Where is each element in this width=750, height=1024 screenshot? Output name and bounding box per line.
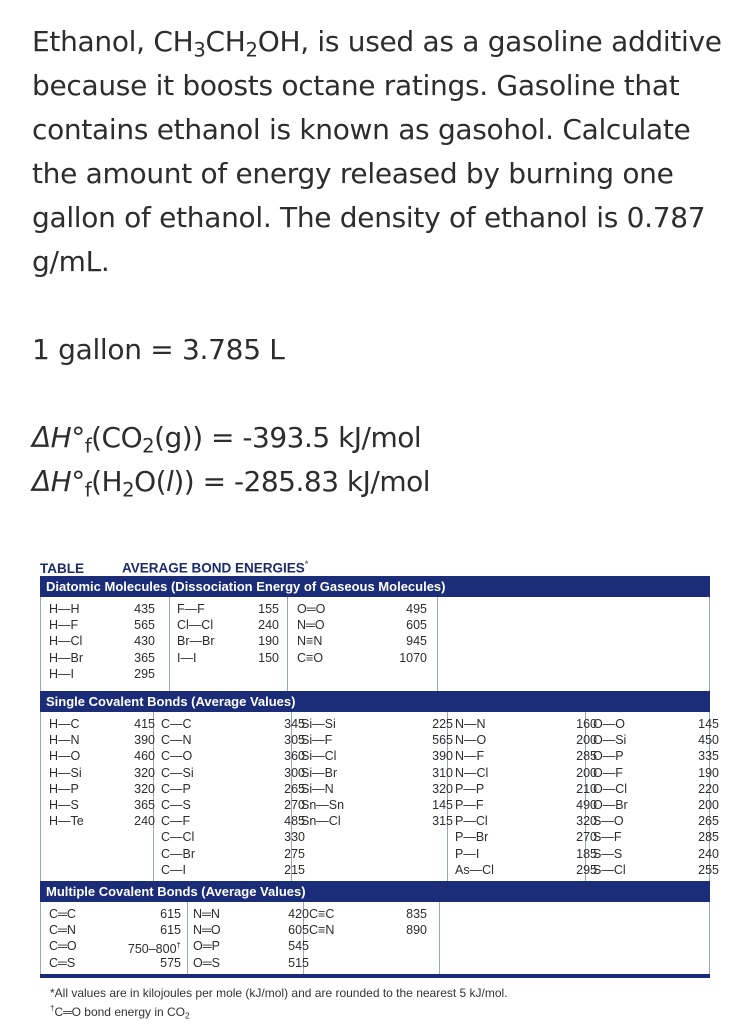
bond-label: F—F [177, 602, 205, 616]
bond-energy-value: 270 [576, 830, 597, 845]
bond-label: C≡C [309, 907, 335, 921]
bond-label: N—F [455, 749, 485, 764]
bond-label: C═C [49, 907, 76, 921]
footnote-units: *All values are in kilojoules per mole (kJ/mol) and are rounded to the nearest 5 kJ/mol. [50, 986, 508, 1000]
bond-label: N≡N [297, 634, 323, 649]
bond-label: H—Br [49, 650, 84, 665]
single-value-column [677, 716, 719, 878]
enthalpy-co2: $\Delta H^\circ_f(CO_2(g)) = -393.5$ kJ/mol [32, 421, 422, 458]
single-bond-column [593, 716, 628, 878]
diatomic-section [40, 597, 710, 691]
bond-energy-value: 565 [432, 733, 453, 748]
bond-label: H—F [49, 618, 79, 633]
bond-label: P—I [455, 846, 480, 861]
bond-energy-table [40, 552, 719, 1021]
bond-energy-value: 430 [134, 634, 155, 649]
bond-energy-value: 750–800† [127, 941, 181, 957]
bond-energy-value: 575 [160, 955, 181, 970]
bond-label: Si—Br [301, 765, 338, 780]
bond-label: O—Br [593, 797, 628, 812]
bond-energy-value: 330 [284, 830, 305, 845]
diatomic-value-column [113, 601, 155, 682]
bond-energy-value: 265 [698, 814, 719, 829]
bond-energy-value: 225 [432, 717, 453, 731]
bond-label: C—N [161, 733, 192, 748]
bond-label: C—P [161, 781, 191, 796]
bond-label: Br—Br [177, 634, 215, 649]
bond-energy-value: 220 [698, 781, 719, 796]
bond-energy-value: 365 [134, 797, 155, 812]
diatomic-value-column [237, 601, 279, 666]
diatomic-bond-column [49, 601, 83, 682]
bond-energy-value: 615 [160, 923, 181, 938]
dagger-mark: † [176, 941, 181, 951]
bond-energy-value: 300 [284, 765, 305, 780]
bond-label: N═O [297, 618, 325, 633]
bond-energy-value: 390 [134, 733, 155, 748]
bond-label: Sn—Cl [301, 814, 341, 829]
column-divider [439, 902, 440, 974]
bond-energy-value: 310 [432, 765, 453, 780]
bond-label: C—C [161, 717, 192, 731]
bond-energy-value: 945 [406, 634, 427, 649]
bond-label: H—Te [49, 814, 84, 829]
bond-energy-value: 605 [406, 618, 427, 633]
bond-energy-value: 420 [288, 907, 309, 921]
bond-energy-value: 1070 [399, 650, 427, 665]
bond-label: N═O [193, 923, 221, 938]
bond-energy-value: 160 [576, 717, 597, 731]
bond-label: H—Si [49, 765, 82, 780]
table-caption: TABLE AVERAGE BOND ENERGIES* [40, 559, 309, 576]
bond-label: P—Br [455, 830, 489, 845]
bond-label: As—Cl [455, 862, 494, 877]
bond-energy-value: 515 [288, 955, 309, 970]
diatomic-bond-column [297, 601, 325, 666]
bond-energy-value: 460 [134, 749, 155, 764]
bond-energy-value: 320 [576, 814, 597, 829]
diatomic-bond-column [177, 601, 215, 666]
diatomic-header: Diatomic Molecules (Dissociation Energy of Gaseous Molecules) [40, 576, 710, 597]
bond-label: Si—Si [301, 717, 336, 731]
bond-energy-value: 270 [284, 797, 305, 812]
bond-energy-value: 200 [576, 765, 597, 780]
multiple-bond-column [49, 906, 77, 971]
bond-label: O—F [593, 765, 623, 780]
column-divider [437, 597, 438, 691]
bond-energy-value: 295 [134, 666, 155, 681]
bond-label: P—P [455, 781, 485, 796]
bond-energy-value: 360 [284, 749, 305, 764]
bond-label: Cl—Cl [177, 618, 214, 633]
bond-energy-value: 345 [284, 717, 305, 731]
bond-energy-value: 200 [698, 797, 719, 812]
bond-label: O═O [297, 602, 326, 616]
single-section [40, 712, 719, 881]
bond-label: I—I [177, 650, 197, 665]
column-divider [169, 597, 170, 691]
bond-label: P—F [455, 797, 484, 812]
diatomic-value-column [385, 601, 427, 666]
bond-label: C—O [161, 749, 193, 764]
bond-energy-value: 565 [134, 618, 155, 633]
bond-energy-value: 605 [288, 923, 309, 938]
bond-energy-value: 240 [258, 618, 279, 633]
enthalpy-h2o: $\Delta H^\circ_f(H_2O(l)) = -285.83$ kJ/mol [32, 465, 431, 502]
bond-energy-value: 200 [576, 733, 597, 748]
bond-energy-value: 275 [284, 846, 305, 861]
bond-energy-value: 190 [258, 634, 279, 649]
bond-label: C—Cl [161, 830, 195, 845]
multiple-header: Multiple Covalent Bonds (Average Values) [40, 881, 710, 902]
bond-label: H—I [49, 666, 74, 681]
bond-energy-value: 145 [432, 797, 453, 812]
bond-label: N—N [455, 717, 486, 731]
bond-label: S—O [593, 814, 624, 829]
bond-energy-value: 315 [432, 814, 453, 829]
bond-label: H—N [49, 733, 80, 748]
bond-label: O═S [193, 955, 220, 970]
bond-energy-value: 150 [258, 650, 279, 665]
multiple-bond-column [309, 906, 334, 938]
bond-energy-value: 545 [288, 939, 309, 954]
bond-label: Si—Cl [301, 749, 337, 764]
bond-energy-value: 490 [576, 797, 597, 812]
bond-energy-value: 185 [576, 846, 597, 861]
bond-label: C═S [49, 955, 76, 970]
bond-energy-value: 485 [284, 814, 305, 829]
bond-label: H—O [49, 749, 81, 764]
single-bond-column [455, 716, 494, 878]
bond-label: C—S [161, 797, 191, 812]
bond-label: S—S [593, 846, 623, 861]
bond-label: C—I [161, 862, 186, 877]
single-bond-column [49, 716, 84, 829]
column-divider [287, 597, 288, 691]
problem-statement: Ethanol, $CH_3CH_2OH$, is used as a gasoline additive because it boosts octane ratings. Gasoline that contains ethanol is known as gasohol. Calculate the amount of energy released by burning one gallon of ethanol. The density of ethanol is 0.787 g/mL. [32, 25, 722, 278]
bond-energy-value: 155 [258, 602, 279, 616]
bond-energy-value: 210 [576, 781, 597, 796]
bond-label: C≡O [297, 650, 324, 665]
bond-energy-value: 615 [160, 907, 181, 921]
single-value-column [113, 716, 155, 829]
bond-label: O═P [193, 939, 220, 954]
bond-label: N—O [455, 733, 487, 748]
bond-energy-value: 240 [698, 846, 719, 861]
bond-label: H—Cl [49, 634, 83, 649]
bond-energy-value: 335 [698, 749, 719, 764]
bond-label: C═N [49, 923, 76, 938]
single-value-column [263, 716, 305, 878]
bond-label: C≡N [309, 923, 335, 938]
bond-label: Si—F [301, 733, 333, 748]
bond-label: S—F [593, 830, 622, 845]
bond-label: N—Cl [455, 765, 489, 780]
bond-energy-value: 890 [406, 923, 427, 938]
multiple-value-column [113, 906, 181, 971]
single-value-column [411, 716, 453, 829]
multiple-value-column [267, 906, 309, 971]
bond-energy-value: 450 [698, 733, 719, 748]
bond-label: Sn—Sn [301, 797, 345, 812]
bond-energy-value: 295 [576, 862, 597, 877]
bond-label: O—Si [593, 733, 627, 748]
bond-energy-value: 240 [134, 814, 155, 829]
column-divider [187, 902, 188, 974]
bond-energy-value: 285 [698, 830, 719, 845]
bond-energy-value: 190 [698, 765, 719, 780]
bond-label: H—P [49, 781, 79, 796]
bond-label: C—Br [161, 846, 196, 861]
multiple-section [40, 902, 710, 974]
bond-energy-value: 835 [406, 907, 427, 921]
table-bottom-rule [40, 974, 710, 978]
bond-label: O—Cl [593, 781, 628, 796]
bond-energy-value: 435 [134, 602, 155, 616]
single-value-column [555, 716, 597, 878]
bond-label: C—F [161, 814, 191, 829]
bond-label: H—C [49, 717, 80, 731]
bond-energy-value: 265 [284, 781, 305, 796]
footnotes [40, 986, 710, 1020]
bond-energy-value: 305 [284, 733, 305, 748]
bond-energy-value: 495 [406, 602, 427, 616]
problem-text [32, 20, 722, 504]
bond-energy-value: 255 [698, 862, 719, 877]
single-header: Single Covalent Bonds (Average Values) [40, 691, 710, 712]
bond-energy-value: 365 [134, 650, 155, 665]
single-bond-column [301, 716, 344, 829]
bond-energy-value: 215 [284, 862, 305, 877]
bond-label: Si—N [301, 781, 334, 796]
bond-energy-value: 320 [432, 781, 453, 796]
conversion-factor: 1 gallon = 3.785 L [32, 333, 285, 366]
bond-label: O—O [593, 717, 625, 731]
bond-energy-value: 415 [134, 717, 155, 731]
bond-label: O—P [593, 749, 624, 764]
multiple-value-column [385, 906, 427, 938]
bond-label: C═O [49, 939, 77, 954]
bond-label: N═N [193, 907, 220, 921]
bond-energy-value: 320 [134, 765, 155, 780]
bond-label: H—H [49, 602, 80, 616]
single-bond-column [161, 716, 195, 878]
bond-label: P—Cl [455, 814, 488, 829]
bond-energy-value: 390 [432, 749, 453, 764]
footnote-co2: †C═O bond energy in $CO_2$ [50, 1004, 190, 1021]
bond-label: H—S [49, 797, 79, 812]
bond-energy-value: 285 [576, 749, 597, 764]
bond-energy-value: 145 [698, 717, 719, 731]
bond-label: C—Si [161, 765, 194, 780]
bond-label: S—Cl [593, 862, 626, 877]
bond-energy-value: 320 [134, 781, 155, 796]
multiple-bond-column [193, 906, 221, 971]
